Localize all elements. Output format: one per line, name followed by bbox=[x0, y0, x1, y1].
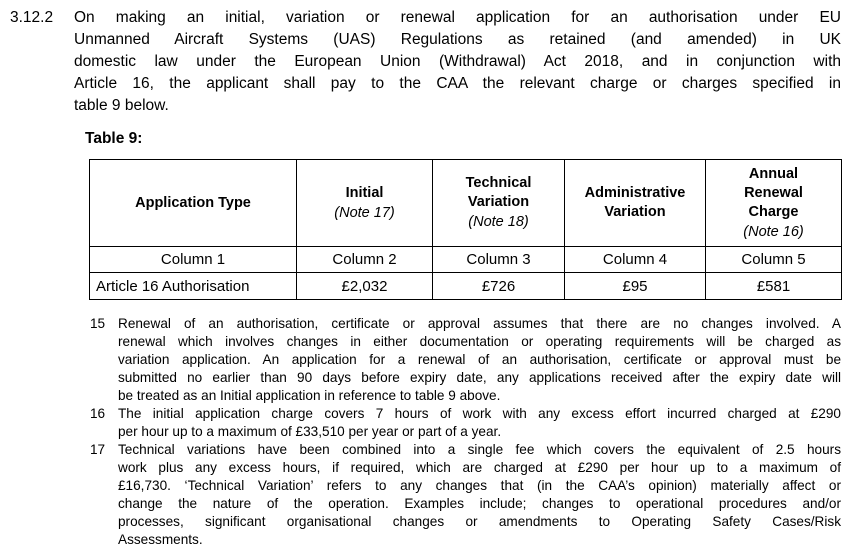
note-line: processes, significant organisational changes or amendments to Operating Safety Cases/Risk bbox=[118, 514, 841, 529]
column-label-5: Column 5 bbox=[706, 247, 842, 273]
header-title-line: Technical bbox=[465, 175, 532, 191]
note-text bbox=[118, 405, 841, 441]
note-line: Renewal of an authorisation, certificate or approval assumes that there are no changes involved. A bbox=[118, 316, 841, 331]
header-title-line: Administrative bbox=[584, 185, 686, 201]
header-title-line: Variation bbox=[467, 194, 530, 210]
note-number: 17 bbox=[90, 442, 106, 457]
cell-administrative-variation-charge: £95 bbox=[565, 273, 706, 300]
column-label-3: Column 3 bbox=[433, 247, 565, 273]
table-header-row bbox=[90, 160, 842, 247]
header-note-ref: (Note 18) bbox=[468, 214, 529, 230]
note-16 bbox=[90, 405, 841, 441]
section-paragraph bbox=[74, 7, 841, 117]
table-9-charges bbox=[89, 159, 842, 300]
header-initial bbox=[297, 160, 433, 247]
paragraph-line: table 9 below. bbox=[74, 97, 169, 114]
note-number: 16 bbox=[90, 406, 106, 421]
cell-application-type: Article 16 Authorisation bbox=[90, 273, 297, 300]
notes-section bbox=[90, 315, 841, 549]
table-caption: Table 9: bbox=[85, 130, 143, 147]
paragraph-line: On making an initial, variation or renewal application for an authorisation under EU bbox=[74, 9, 841, 26]
note-line: £16,730. ‘Technical Variation’ refers to any changes that (in the CAA’s opinion) materially affect or bbox=[118, 478, 841, 493]
header-title-line: Annual bbox=[748, 165, 799, 182]
note-line: submitted no earlier than 90 days before expiry date, any applications received after the expiry date will bbox=[118, 370, 841, 385]
header-technical-variation bbox=[433, 160, 565, 247]
note-line: renewal which involves changes in either documentation or operating requirements will be charged as bbox=[118, 334, 841, 349]
note-line: Assessments. bbox=[118, 532, 203, 547]
note-line: variation application. An application for a renewal of an authorisation, certificate or approval must be bbox=[118, 352, 841, 367]
header-title-line: Variation bbox=[604, 204, 666, 220]
cell-annual-renewal-charge: £581 bbox=[706, 273, 842, 300]
column-labels-row bbox=[90, 247, 842, 273]
note-line: be treated as an Initial application in reference to table 9 above. bbox=[118, 388, 501, 403]
column-label-2: Column 2 bbox=[297, 247, 433, 273]
paragraph-line: Unmanned Aircraft Systems (UAS) Regulations as retained (and amended) in UK bbox=[74, 31, 841, 48]
header-title-line: Renewal bbox=[744, 184, 803, 201]
header-application-type bbox=[90, 160, 297, 247]
header-title-line: Initial bbox=[345, 184, 384, 201]
header-note-ref: (Note 16) bbox=[743, 223, 804, 240]
note-15 bbox=[90, 315, 841, 405]
note-text bbox=[118, 315, 841, 405]
header-title-line: Charge bbox=[748, 203, 799, 220]
note-line: The initial application charge covers 7 hours of work with any excess effort incurred charged at £290 bbox=[118, 406, 841, 421]
note-line: Technical variations have been combined into a single fee which covers the equivalent of 2.5 hours bbox=[118, 442, 841, 457]
section-3-12-2 bbox=[0, 0, 850, 117]
note-line: work plus any excess hours, if required, which are charged at £290 per hour up to a maximum of bbox=[118, 460, 841, 475]
paragraph-line: Article 16, the applicant shall pay to the CAA the relevant charge or charges specified in bbox=[74, 75, 841, 92]
table-row bbox=[90, 273, 842, 300]
note-number: 15 bbox=[90, 316, 106, 331]
paragraph-line: domestic law under the European Union (Withdrawal) Act 2018, and in conjunction with bbox=[74, 53, 841, 70]
note-line: change the nature of the operation. Examples include; changes to operational procedures and/or bbox=[118, 496, 841, 511]
cell-initial-charge: £2,032 bbox=[297, 273, 433, 300]
header-annual-renewal-charge bbox=[706, 160, 842, 247]
cell-technical-variation-charge: £726 bbox=[433, 273, 565, 300]
column-label-4: Column 4 bbox=[565, 247, 706, 273]
header-note-ref: (Note 17) bbox=[334, 204, 395, 221]
column-label-1: Column 1 bbox=[90, 247, 297, 273]
section-number: 3.12.2 bbox=[10, 9, 54, 26]
header-administrative-variation bbox=[565, 160, 706, 247]
note-text bbox=[118, 441, 841, 549]
note-17 bbox=[90, 441, 841, 549]
header-title-line: Application Type bbox=[135, 194, 251, 211]
note-line: per hour up to a maximum of £33,510 per year or part of a year. bbox=[118, 424, 502, 439]
